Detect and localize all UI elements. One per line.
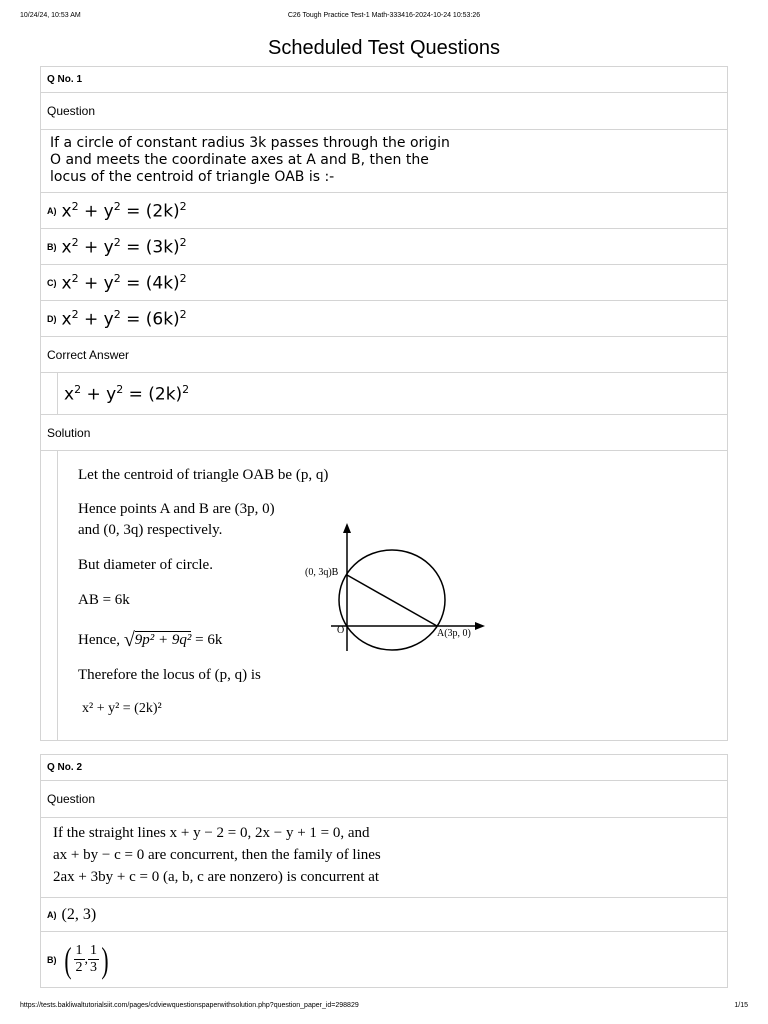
circle-diagram — [301, 519, 491, 654]
question-number: Q No. 1 — [41, 67, 727, 93]
option-math: $x^2 + y^2 = (2k)^2$ — [61, 199, 187, 222]
option-letter: A) — [47, 909, 57, 920]
question-line: If the straight lines x + y − 2 = 0, 2x − y + 1 = 0, and — [53, 825, 370, 841]
solution-label: Solution — [41, 415, 727, 451]
correct-answer-label: Correct Answer — [41, 337, 727, 373]
origin-label: O — [337, 625, 345, 636]
option-math: $x^2 + y^2 = (3k)^2$ — [61, 235, 187, 258]
option-c[interactable] — [41, 265, 727, 301]
solution-line: Therefore the locus of (p, q) is — [78, 667, 261, 683]
option-letter: D) — [47, 313, 57, 324]
question-line: ax + by − c = 0 are concurrent, then the family of lines — [53, 847, 381, 863]
page-number: 1/15 — [734, 1002, 748, 1009]
print-doc-title: C26 Tough Practice Test-1 Math-333416-2024-10-24 10:53:26 — [287, 12, 481, 19]
correct-answer-math: $x^2 + y^2 = (2k)^2$ — [64, 382, 190, 405]
option-letter: A) — [47, 205, 57, 216]
option-letter: C) — [47, 277, 57, 288]
question-text — [41, 130, 727, 193]
question-line: 2ax + 3by + c = 0 (a, b, c are nonzero) is concurrent at — [53, 869, 380, 885]
solution-content — [41, 451, 727, 740]
solution-line: Hence, √9p² + 9q² = 6k — [78, 629, 223, 651]
print-datetime: 10/24/24, 10:53 AM — [20, 12, 81, 19]
question-line: locus of the centroid of triangle OAB is :- — [50, 169, 335, 185]
solution-line: Let the centroid of triangle OAB be (p, q) — [78, 467, 329, 483]
option-text: (2, 3) — [61, 905, 97, 923]
option-a[interactable] — [41, 193, 727, 229]
solution-line: x² + y² = (2k)² — [82, 701, 162, 716]
print-url: https://tests.bakliwaltutorialsiit.com/pages/cdviewquestionspaperwithsolution.php?question_paper_id=298829 — [20, 1002, 359, 1009]
question-label: Question — [41, 93, 727, 130]
option-letter: B) — [47, 241, 57, 252]
question-2-table — [40, 754, 728, 988]
option-math: ( $\frac{1}{2}$ , $\frac{1}{3}$ ) — [63, 939, 109, 980]
option-b[interactable] — [41, 932, 727, 987]
solution-line: Hence points A and B are (3p, 0) — [78, 501, 275, 517]
question-line: If a circle of constant radius 3k passes through the origin — [50, 135, 450, 151]
option-letter: B) — [47, 954, 57, 965]
point-a-label: A(3p, 0) — [437, 628, 471, 639]
option-math: $x^2 + y^2 = (6k)^2$ — [61, 307, 187, 330]
solution-line: AB = 6k — [78, 592, 130, 608]
question-1-table — [40, 66, 728, 741]
solution-line: and (0, 3q) respectively. — [78, 522, 223, 538]
page-title: Scheduled Test Questions — [267, 37, 500, 59]
question-line: O and meets the coordinate axes at A and B, then the — [50, 152, 429, 168]
point-b-label: (0, 3q)B — [305, 567, 339, 578]
option-a[interactable] — [41, 898, 727, 932]
question-label: Question — [41, 781, 727, 818]
option-b[interactable] — [41, 229, 727, 265]
correct-answer — [41, 373, 727, 415]
question-text — [41, 818, 727, 898]
option-d[interactable] — [41, 301, 727, 337]
option-math: $x^2 + y^2 = (4k)^2$ — [61, 271, 187, 294]
radicand: 9p² + 9q² — [134, 632, 192, 648]
question-number: Q No. 2 — [41, 755, 727, 781]
solution-line: But diameter of circle. — [78, 557, 213, 573]
